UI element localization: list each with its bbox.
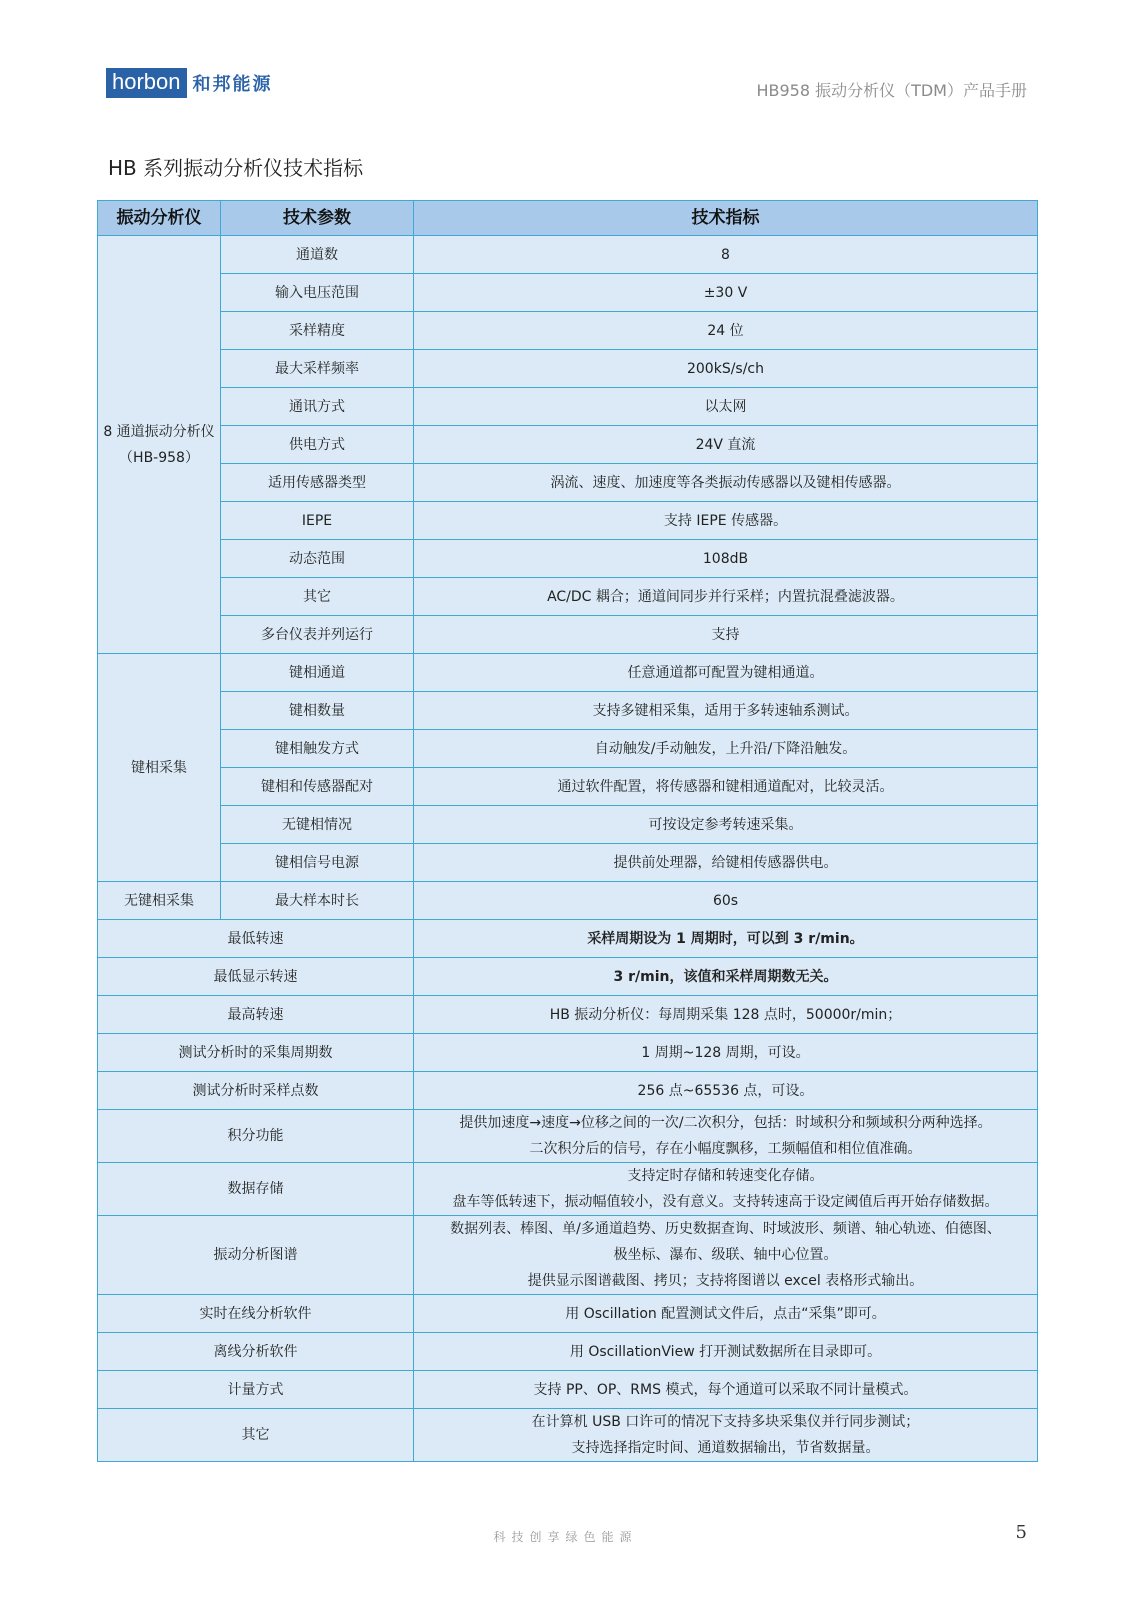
table-row — [98, 768, 1038, 806]
table-row — [98, 1163, 1038, 1216]
param-cell: 积分功能 — [98, 1110, 414, 1163]
value-cell: 可按设定参考转速采集。 — [414, 806, 1038, 844]
param-cell: 多台仪表并列运行 — [221, 616, 414, 654]
value-cell — [414, 1110, 1038, 1163]
param-cell: 输入电压范围 — [221, 274, 414, 312]
table-row — [98, 1409, 1038, 1462]
param-cell: 最大采样频率 — [221, 350, 414, 388]
table-row — [98, 844, 1038, 882]
param-cell: 测试分析时采样点数 — [98, 1072, 414, 1110]
value-cell: ±30 V — [414, 274, 1038, 312]
param-cell: 最低转速 — [98, 920, 414, 958]
value-cell: 通过软件配置，将传感器和键相通道配对，比较灵活。 — [414, 768, 1038, 806]
param-cell: 供电方式 — [221, 426, 414, 464]
value-line: 256 点~65536 点，可设。 — [637, 1082, 814, 1099]
param-cell: 键相信号电源 — [221, 844, 414, 882]
table-row — [98, 350, 1038, 388]
value-cell: 支持 — [414, 616, 1038, 654]
value-cell — [414, 1409, 1038, 1462]
table-row — [98, 806, 1038, 844]
value-cell: 支持多键相采集，适用于多转速轴系测试。 — [414, 692, 1038, 730]
table-row — [98, 312, 1038, 350]
value-cell — [414, 1371, 1038, 1409]
param-cell: 通道数 — [221, 236, 414, 274]
value-line: 数据列表、棒图、单/多通道趋势、历史数据查询、时域波形、频谱、轴心轨迹、伯德图、 — [450, 1221, 1001, 1237]
table-row — [98, 540, 1038, 578]
param-cell: 动态范围 — [221, 540, 414, 578]
value-cell: 以太网 — [414, 388, 1038, 426]
param-cell: 通讯方式 — [221, 388, 414, 426]
value-line: 采样周期设为 1 周期时，可以到 3 r/min。 — [587, 930, 864, 947]
table-row — [98, 730, 1038, 768]
param-cell: 其它 — [221, 578, 414, 616]
value-cell — [414, 1163, 1038, 1216]
logo-wordmark: horbon — [106, 68, 187, 98]
group-keyphasor: 键相采集 — [98, 654, 221, 882]
param-cell: 采样精度 — [221, 312, 414, 350]
value-cell: 涡流、速度、加速度等各类振动传感器以及键相传感器。 — [414, 464, 1038, 502]
param-cell: 适用传感器类型 — [221, 464, 414, 502]
table-header-row — [98, 201, 1038, 236]
table-row — [98, 996, 1038, 1034]
value-cell: 24 位 — [414, 312, 1038, 350]
value-cell — [414, 920, 1038, 958]
param-cell: 最低显示转速 — [98, 958, 414, 996]
param-cell: 键相数量 — [221, 692, 414, 730]
param-cell: 实时在线分析软件 — [98, 1295, 414, 1333]
value-line: 二次积分后的信号，存在小幅度飘移，工频幅值和相位值准确。 — [529, 1141, 922, 1157]
param-cell: 无键相情况 — [221, 806, 414, 844]
value-cell: 提供前处理器，给键相传感器供电。 — [414, 844, 1038, 882]
table-row — [98, 616, 1038, 654]
header-analyzer: 振动分析仪 — [98, 201, 221, 236]
table-row — [98, 1371, 1038, 1409]
value-cell: 任意通道都可配置为键相通道。 — [414, 654, 1038, 692]
value-cell — [414, 1295, 1038, 1333]
value-cell — [414, 1072, 1038, 1110]
value-cell: 8 — [414, 236, 1038, 274]
table-row — [98, 692, 1038, 730]
value-cell: 108dB — [414, 540, 1038, 578]
value-line: 盘车等低转速下，振动幅值较小，没有意义。支持转速高于设定阈值后再开始存储数据。 — [452, 1194, 999, 1210]
table-row — [98, 274, 1038, 312]
footer-slogan: 科技创享绿色能源 — [493, 1530, 638, 1544]
value-line: 提供显示图谱截图、拷贝；支持将图谱以 excel 表格形式输出。 — [527, 1273, 924, 1289]
header-spec: 技术指标 — [414, 201, 1038, 236]
value-cell — [414, 1333, 1038, 1371]
param-cell: 测试分析时的采集周期数 — [98, 1034, 414, 1072]
value-cell — [414, 996, 1038, 1034]
table-row — [98, 654, 1038, 692]
value-line: 极坐标、瀑布、级联、轴中心位置。 — [613, 1247, 838, 1263]
param-cell: 振动分析图谱 — [98, 1216, 414, 1295]
value-cell: AC/DC 耦合；通道间同步并行采样；内置抗混叠滤波器。 — [414, 578, 1038, 616]
table-row — [98, 388, 1038, 426]
document-title: HB958 振动分析仪（TDM）产品手册 — [756, 81, 1027, 100]
table-body — [98, 236, 1038, 1462]
group-no-keyphasor: 无键相采集 — [98, 882, 221, 920]
value-line: 3 r/min，该值和采样周期数无关。 — [613, 968, 838, 985]
value-line: 在计算机 USB 口许可的情况下支持多块采集仪并行同步测试； — [531, 1414, 920, 1430]
value-cell: 200kS/s/ch — [414, 350, 1038, 388]
value-line: 支持定时存储和转速变化存储。 — [627, 1168, 824, 1184]
param-cell: 其它 — [98, 1409, 414, 1462]
group-8ch-analyzer: 8 通道振动分析仪（HB-958） — [98, 236, 221, 654]
value-cell: 支持 IEPE 传感器。 — [414, 502, 1038, 540]
table-row — [98, 1072, 1038, 1110]
table-row — [98, 502, 1038, 540]
table-row — [98, 882, 1038, 920]
value-line: HB 振动分析仪：每周期采集 128 点时，50000r/min； — [549, 1006, 902, 1023]
table-row — [98, 236, 1038, 274]
value-line: 用 OscillationView 打开测试数据所在目录即可。 — [569, 1343, 882, 1360]
table-row — [98, 958, 1038, 996]
param-cell: IEPE — [221, 502, 414, 540]
value-line: 用 Oscillation 配置测试文件后，点击“采集”即可。 — [565, 1305, 886, 1322]
spec-table — [97, 200, 1038, 1462]
param-cell: 键相触发方式 — [221, 730, 414, 768]
table-row — [98, 464, 1038, 502]
header-parameter: 技术参数 — [221, 201, 414, 236]
value-line: 支持 PP、OP、RMS 模式，每个通道可以采取不同计量模式。 — [533, 1381, 918, 1398]
table-row — [98, 1295, 1038, 1333]
value-cell: 60s — [414, 882, 1038, 920]
param-cell: 离线分析软件 — [98, 1333, 414, 1371]
table-row — [98, 1034, 1038, 1072]
value-cell — [414, 1216, 1038, 1295]
value-line: 支持选择指定时间、通道数据输出，节省数据量。 — [571, 1440, 880, 1456]
page-header — [0, 0, 1131, 110]
page-number: 5 — [1015, 1522, 1027, 1543]
param-cell: 最高转速 — [98, 996, 414, 1034]
value-cell: 自动触发/手动触发，上升沿/下降沿触发。 — [414, 730, 1038, 768]
table-row — [98, 578, 1038, 616]
param-cell: 计量方式 — [98, 1371, 414, 1409]
value-cell: 24V 直流 — [414, 426, 1038, 464]
param-cell: 键相通道 — [221, 654, 414, 692]
logo-chinese-name: 和邦能源 — [192, 74, 273, 95]
table-row — [98, 426, 1038, 464]
table-row — [98, 1333, 1038, 1371]
param-cell: 数据存储 — [98, 1163, 414, 1216]
param-cell: 键相和传感器配对 — [221, 768, 414, 806]
value-cell — [414, 958, 1038, 996]
param-cell: 最大样本时长 — [221, 882, 414, 920]
table-row — [98, 1216, 1038, 1295]
section-title: HB 系列振动分析仪技术指标 — [108, 156, 364, 180]
value-line: 1 周期~128 周期，可设。 — [641, 1044, 810, 1061]
table-row — [98, 920, 1038, 958]
table-row — [98, 1110, 1038, 1163]
company-logo — [106, 68, 273, 98]
value-cell — [414, 1034, 1038, 1072]
value-line: 提供加速度→速度→位移之间的一次/二次积分，包括：时域积分和频域积分两种选择。 — [459, 1115, 992, 1131]
